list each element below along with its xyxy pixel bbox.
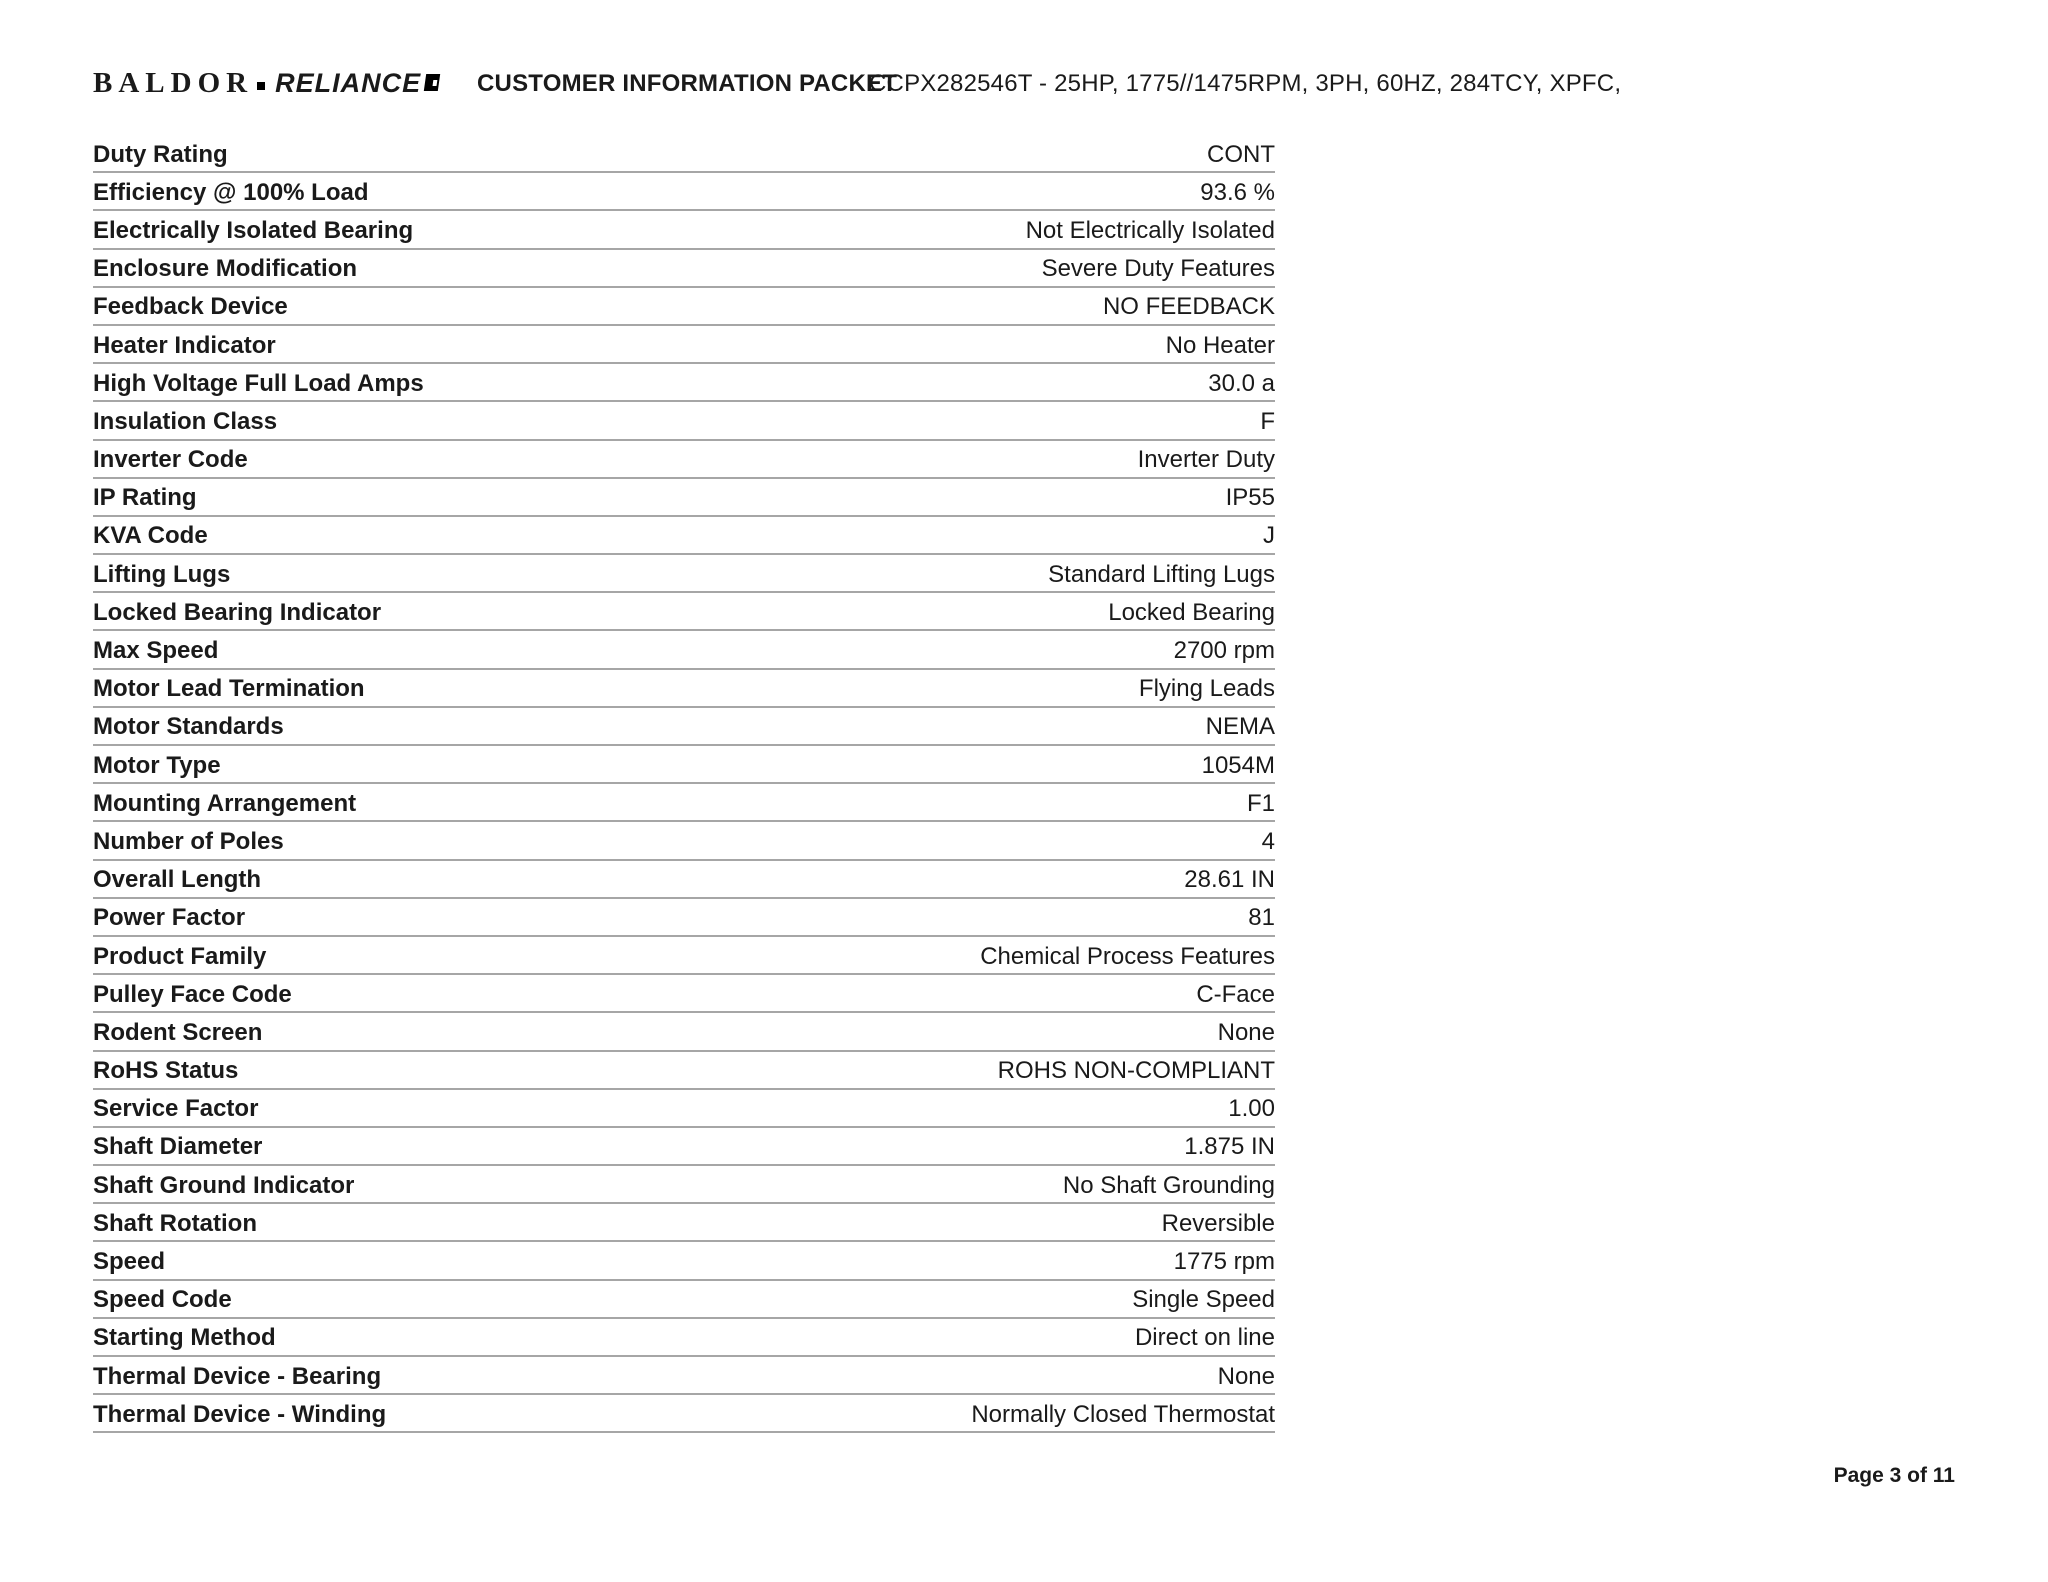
table-row (93, 1242, 1275, 1280)
table-row (93, 555, 1275, 593)
page-indicator: Page 3 of 11 (1833, 1464, 1955, 1487)
table-row (93, 250, 1275, 288)
attribute-value: 2700 rpm (1173, 637, 1275, 665)
attribute-value: Inverter Duty (1137, 446, 1275, 474)
table-row (93, 784, 1275, 822)
attribute-value: 4 (1261, 827, 1275, 855)
table-row (93, 517, 1275, 555)
table-row (93, 975, 1275, 1013)
table-row (93, 1204, 1275, 1242)
table-row (93, 1357, 1275, 1395)
attribute-name: High Voltage Full Load Amps (93, 369, 424, 397)
attribute-name: Enclosure Modification (93, 255, 358, 283)
attribute-value: None (1217, 1018, 1275, 1046)
attribute-name: Duty Rating (93, 140, 228, 168)
table-row (93, 173, 1275, 211)
document-title: CUSTOMER INFORMATION PACKET (477, 70, 898, 97)
attribute-value: 30.0 a (1208, 369, 1275, 397)
table-row (93, 402, 1275, 440)
attribute-value: Chemical Process Features (980, 942, 1275, 970)
attribute-value: Normally Closed Thermostat (971, 1400, 1275, 1428)
attribute-value: Locked Bearing (1108, 598, 1275, 626)
attribute-name: Thermal Device - Winding (93, 1400, 387, 1428)
attribute-name: Power Factor (93, 904, 246, 932)
product-code: CCPX282546T - 25HP, 1775//1475RPM, 3PH, 60HZ, 284TCY, XPFC, (869, 70, 1622, 97)
table-row (93, 364, 1275, 402)
table-row (93, 1395, 1275, 1433)
attribute-value: None (1217, 1362, 1275, 1390)
attribute-name: Motor Lead Termination (93, 675, 365, 703)
attribute-value: F1 (1246, 789, 1275, 817)
attribute-name: Insulation Class (93, 407, 278, 435)
attribute-value: 1.00 (1228, 1095, 1275, 1123)
table-row (93, 211, 1275, 249)
attribute-value: Severe Duty Features (1041, 255, 1275, 283)
table-row (93, 746, 1275, 784)
table-row (93, 708, 1275, 746)
attribute-name: Number of Poles (93, 827, 284, 855)
attribute-value: J (1263, 522, 1275, 550)
table-row (93, 1090, 1275, 1128)
attribute-name: Inverter Code (93, 446, 248, 474)
table-row (93, 899, 1275, 937)
attribute-value: NO FEEDBACK (1102, 293, 1275, 321)
attribute-name: Starting Method (93, 1324, 276, 1352)
attribute-name: Heater Indicator (93, 331, 276, 359)
attribute-name: Feedback Device (93, 293, 288, 321)
table-row (93, 1128, 1275, 1166)
table-row (93, 822, 1275, 860)
attribute-name: Efficiency @ 100% Load (93, 178, 369, 206)
table-row (93, 1166, 1275, 1204)
attribute-name: Thermal Device - Bearing (93, 1362, 382, 1390)
table-row (93, 288, 1275, 326)
attribute-name: Product Family (93, 942, 267, 970)
attribute-value: No Heater (1165, 331, 1275, 359)
attribute-name: Shaft Rotation (93, 1209, 257, 1237)
attribute-value: CONT (1207, 140, 1275, 168)
table-row (93, 631, 1275, 669)
attribute-name: Overall Length (93, 866, 262, 894)
attribute-name: KVA Code (93, 522, 208, 550)
attribute-name: Shaft Diameter (93, 1133, 263, 1161)
attribute-name: Mounting Arrangement (93, 789, 357, 817)
table-row (93, 441, 1275, 479)
attribute-name: Lifting Lugs (93, 560, 231, 588)
table-row (93, 479, 1275, 517)
table-row (93, 937, 1275, 975)
table-row (93, 1281, 1275, 1319)
attribute-value: C-Face (1196, 980, 1275, 1008)
attribute-value: Single Speed (1132, 1286, 1275, 1314)
attribute-value: IP55 (1225, 484, 1275, 512)
attribute-name: IP Rating (93, 484, 197, 512)
attribute-name: Pulley Face Code (93, 980, 292, 1008)
attribute-value: 1054M (1201, 751, 1275, 779)
attribute-name: Rodent Screen (93, 1018, 263, 1046)
attribute-value: Reversible (1161, 1209, 1275, 1237)
table-row (93, 670, 1275, 708)
attribute-value: Flying Leads (1138, 675, 1275, 703)
attribute-name: Speed Code (93, 1286, 232, 1314)
spec-table (93, 135, 1275, 1433)
attribute-value: 81 (1248, 904, 1275, 932)
attribute-name: Speed (93, 1248, 166, 1276)
attribute-value: Standard Lifting Lugs (1048, 560, 1275, 588)
attribute-value: 93.6 % (1200, 178, 1275, 206)
attribute-name: Locked Bearing Indicator (93, 598, 382, 626)
logo-baldor-text: BALDOR (93, 67, 254, 99)
attribute-value: F (1260, 407, 1275, 435)
table-row (93, 326, 1275, 364)
table-row (93, 1052, 1275, 1090)
logo-dot-icon (257, 82, 265, 90)
attribute-value: Not Electrically Isolated (1025, 216, 1275, 244)
attribute-value: 1775 rpm (1173, 1248, 1275, 1276)
logo-reliance-text: RELIANCE (275, 68, 422, 98)
attribute-name: Service Factor (93, 1095, 259, 1123)
attribute-name: Shaft Ground Indicator (93, 1171, 355, 1199)
attribute-value: ROHS NON-COMPLIANT (997, 1057, 1275, 1085)
attribute-value: 1.875 IN (1184, 1133, 1275, 1161)
attribute-name: Motor Type (93, 751, 221, 779)
attribute-value: Direct on line (1134, 1324, 1275, 1352)
table-row (93, 861, 1275, 899)
attribute-name: Electrically Isolated Bearing (93, 216, 414, 244)
table-row (93, 1013, 1275, 1051)
attribute-name: Max Speed (93, 637, 219, 665)
attribute-value: NEMA (1205, 713, 1275, 741)
table-row (93, 1319, 1275, 1357)
attribute-value: 28.61 IN (1184, 866, 1275, 894)
table-row (93, 593, 1275, 631)
baldor-reliance-logo (93, 69, 439, 98)
attribute-name: Motor Standards (93, 713, 284, 741)
registered-mark-icon (424, 74, 440, 91)
attribute-value: No Shaft Grounding (1062, 1171, 1275, 1199)
table-row (93, 135, 1275, 173)
attribute-name: RoHS Status (93, 1057, 239, 1085)
